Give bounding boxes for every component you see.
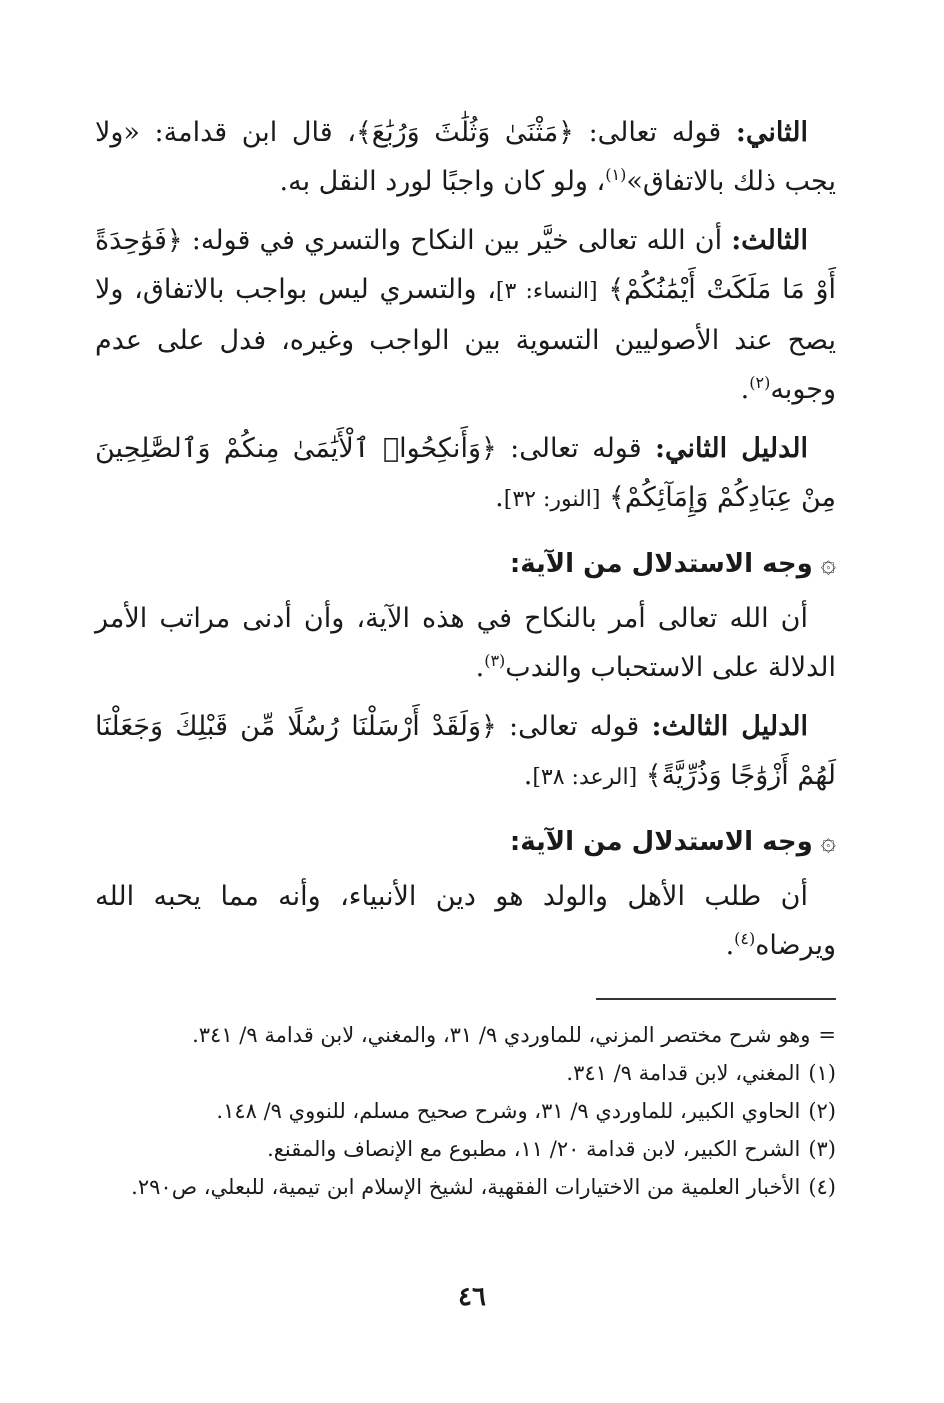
footnote-marker[interactable]: (٤)	[734, 929, 756, 948]
footnote-number: (١)	[808, 1061, 836, 1085]
quran-verse: ﴿مَثْنَىٰ وَثُلَٰثَ وَرُبَٰعَ﴾	[355, 117, 574, 148]
footnote-divider	[596, 998, 836, 1000]
page-number: ٤٦	[458, 1282, 486, 1312]
footnote-item	[95, 1016, 836, 1054]
footnote-number: (٤)	[808, 1175, 836, 1199]
paragraph-lead: الثالث:	[731, 225, 808, 256]
footnote-item	[95, 1130, 836, 1168]
footnote-number: (٢)	[808, 1099, 836, 1123]
paragraph-evidence-two	[95, 424, 836, 524]
paragraph-text: ، ولو كان واجبًا لورد النقل به.	[279, 166, 606, 197]
section-heading	[95, 542, 836, 586]
paragraph-evidence-three	[95, 702, 836, 802]
section-heading-text: وجه الاستدلال من الآية:	[509, 549, 813, 579]
quran-verse: ﴿وَأَنكِحُوا۟ ٱلْأَيَٰمَىٰ مِنكُمْ وَٱلصَّٰلِحِينَ مِنْ عِبَادِكُمْ وَإِمَآئِكُمْ﴾	[95, 433, 836, 513]
section-heading-text: وجه الاستدلال من الآية:	[509, 827, 813, 857]
paragraph-text: ، والتسري ليس بواجب بالاتفاق، ولا يصح عند الأصوليين التسوية بين الواجب وغيره، فدل على عدم وجوبه	[95, 274, 836, 405]
footnotes	[95, 998, 836, 1206]
paragraph-text: أن الله تعالى أمر بالنكاح في هذه الآية، وأن أدنى مراتب الأمر الدلالة على الاستحباب والندب	[95, 603, 836, 683]
footnote-item	[95, 1092, 836, 1130]
paragraph-text: أن الله تعالى خيَّر بين النكاح والتسري في قوله:	[191, 225, 723, 256]
footnote-text: وهو شرح مختصر المزني، للماوردي ٩/ ٣١، والمغني، لابن قدامة ٩/ ٣٤١.	[192, 1023, 811, 1047]
footnote-number: =	[818, 1023, 836, 1047]
main-text	[95, 108, 836, 980]
paragraph-text: قوله تعالى:	[510, 433, 642, 464]
ornament-icon: ۞	[820, 827, 836, 857]
paragraph-text: .	[725, 930, 735, 961]
paragraph-lead: الدليل الثالث:	[651, 711, 809, 742]
footnote-text: الحاوي الكبير، للماوردي ٩/ ٣١، وشرح صحيح مسلم، للنووي ٩/ ١٤٨.	[216, 1099, 801, 1123]
paragraph-text: ، قال ابن قدامة: «ولا يجب ذلك بالاتفاق»	[95, 117, 836, 197]
footnote-item	[95, 1168, 836, 1206]
ornament-icon: ۞	[820, 549, 836, 579]
paragraph-text: .	[475, 652, 485, 683]
verse-reference: [النور: ٣٢]	[503, 487, 601, 512]
verse-reference: [الرعد: ٣٨]	[532, 765, 638, 790]
footnote-text: الأخبار العلمية من الاختيارات الفقهية، لشيخ الإسلام ابن تيمية، للبعلي، ص٢٩٠.	[131, 1175, 801, 1199]
footnote-marker[interactable]: (٢)	[749, 373, 771, 392]
paragraph-lead: الثاني:	[735, 117, 808, 148]
paragraph-text: .	[740, 374, 750, 405]
quran-verse: ﴿وَلَقَدْ أَرْسَلْنَا رُسُلًا مِّن قَبْلِكَ وَجَعَلْنَا لَهُمْ أَزْوَٰجًا وَذُرِّيَّةً﴾	[95, 711, 836, 791]
footnote-number: (٣)	[808, 1137, 836, 1161]
paragraph-text: .	[523, 760, 533, 791]
paragraph-text: .	[495, 482, 504, 513]
paragraph-inference-one	[95, 594, 836, 692]
paragraph-text: قوله تعالى:	[509, 711, 640, 742]
paragraph-second-point	[95, 108, 836, 206]
section-heading	[95, 820, 836, 864]
paragraph-third-point	[95, 216, 836, 414]
paragraph-text: قوله تعالى:	[588, 117, 722, 148]
footnote-text: الشرح الكبير، لابن قدامة ٢٠/ ١١، مطبوع مع الإنصاف والمقنع.	[267, 1137, 801, 1161]
footnote-item	[95, 1054, 836, 1092]
footnote-marker[interactable]: (٣)	[484, 651, 506, 670]
footnote-marker[interactable]: (١)	[605, 165, 627, 184]
paragraph-inference-two	[95, 872, 836, 970]
paragraph-lead: الدليل الثاني:	[655, 433, 808, 464]
footnote-text: المغني، لابن قدامة ٩/ ٣٤١.	[566, 1061, 801, 1085]
verse-reference: [النساء: ٣]	[495, 279, 598, 304]
paragraph-text: أن طلب الأهل والولد هو دين الأنبياء، وأنه مما يحبه الله ويرضاه	[95, 881, 836, 961]
quran-verse: ﴿فَوَٰحِدَةً أَوْ مَا مَلَكَتْ أَيْمَٰنُكُمْ﴾	[95, 225, 836, 305]
